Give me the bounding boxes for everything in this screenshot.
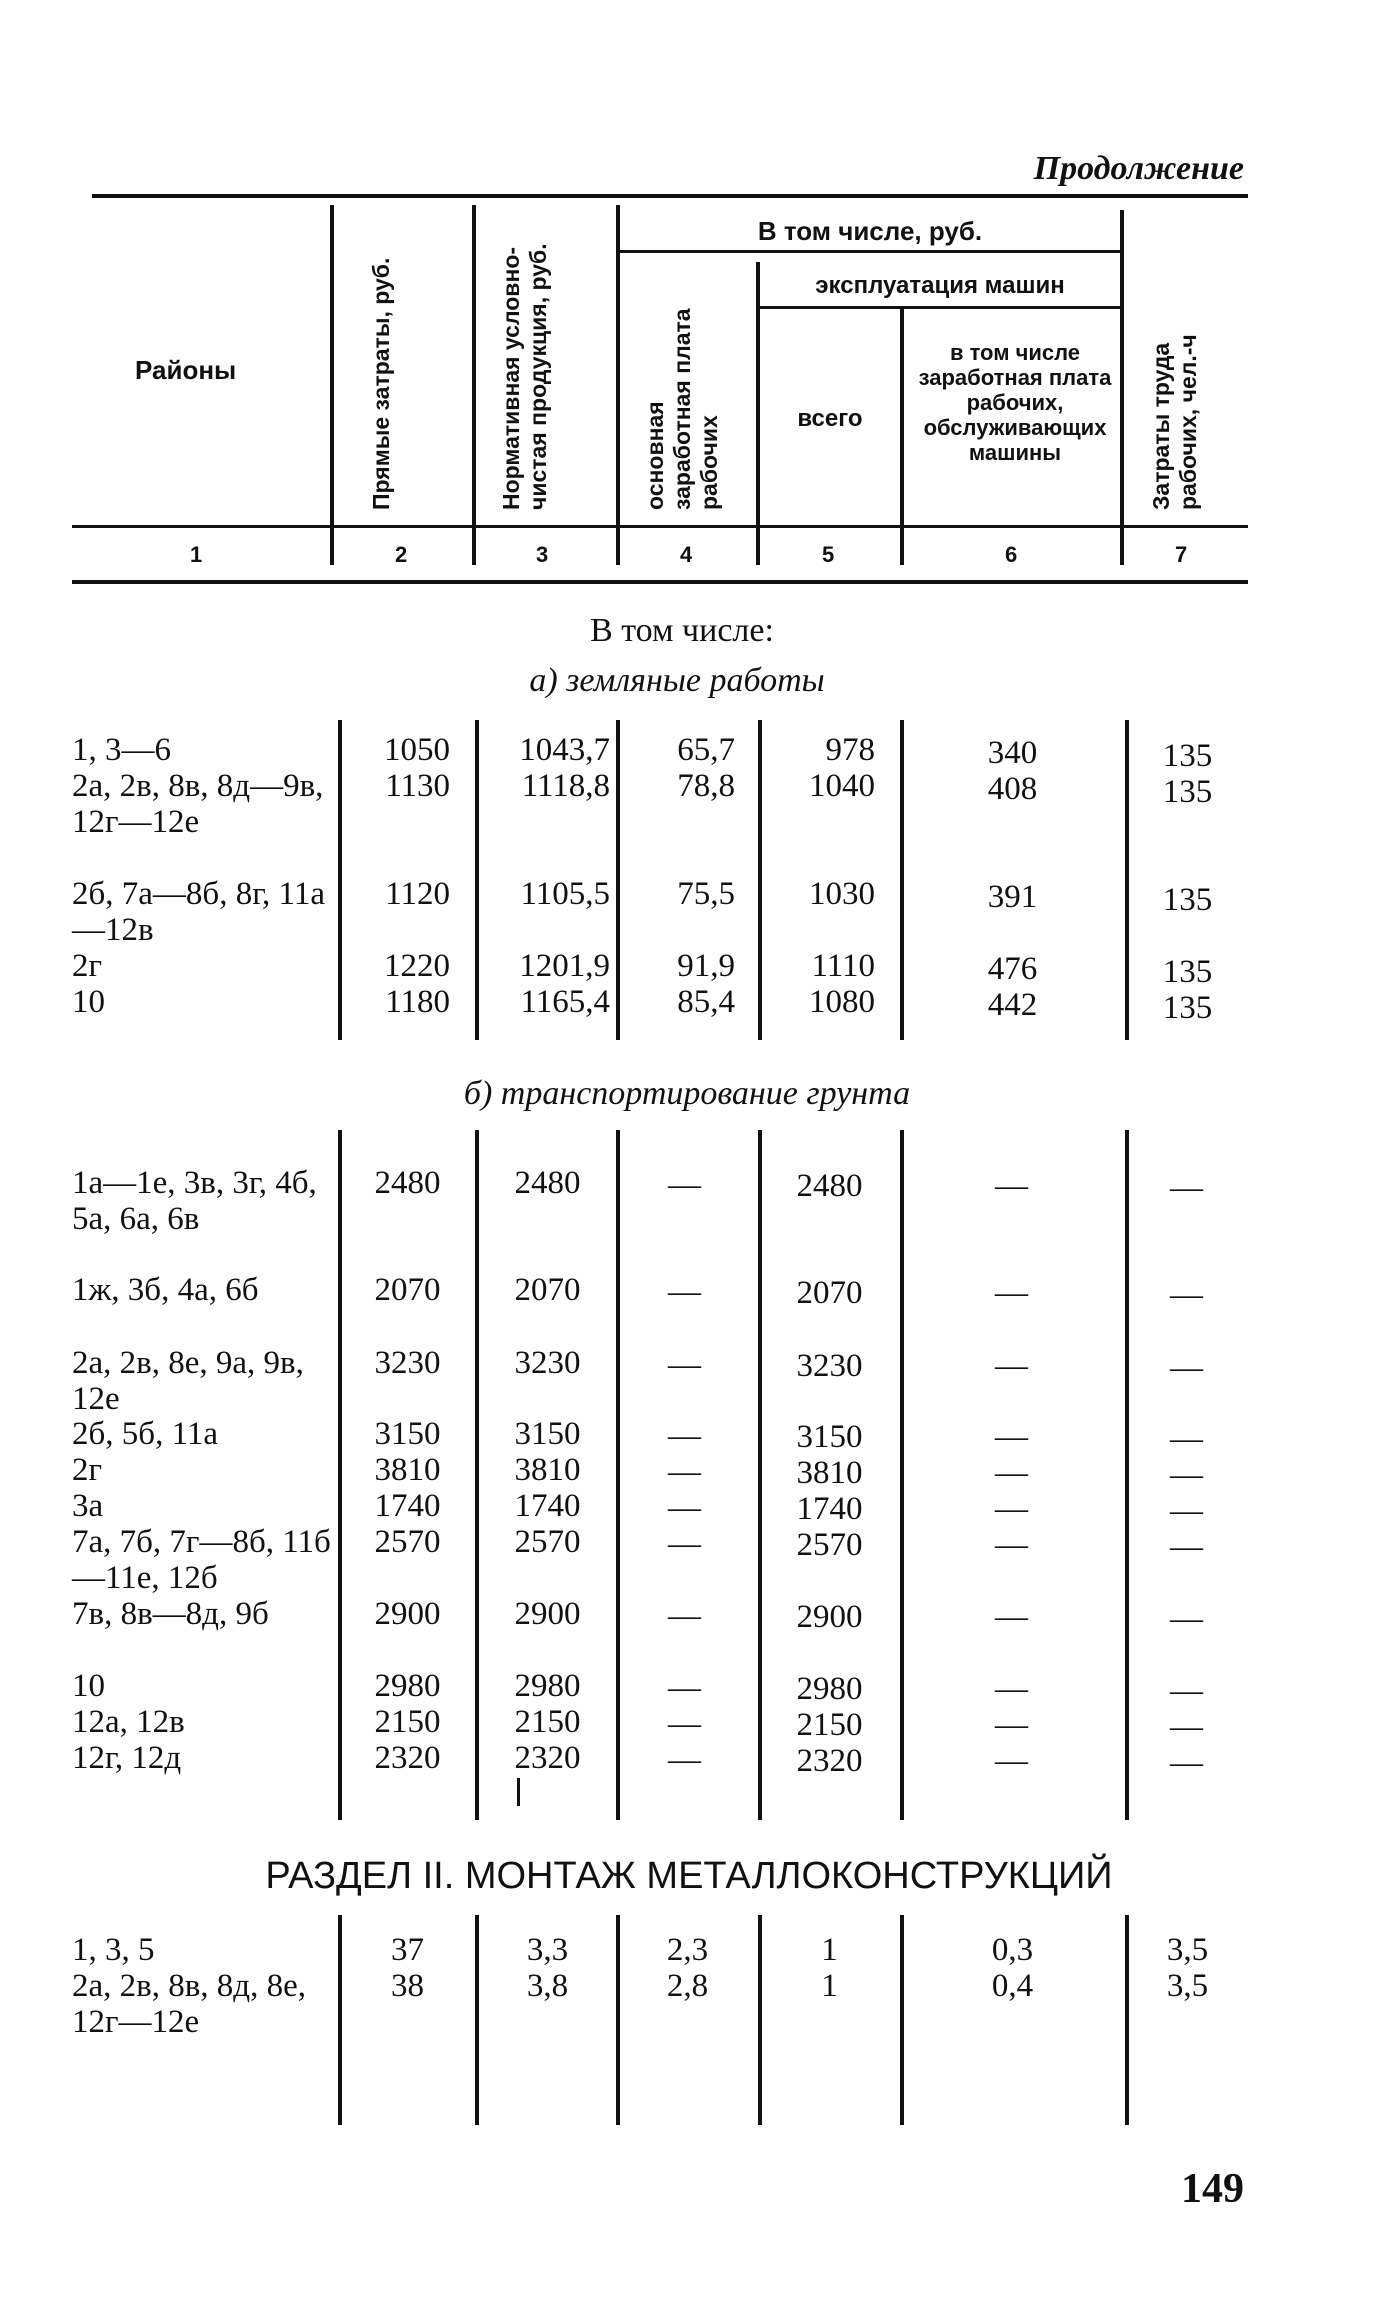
region-cell: 2г xyxy=(72,1452,103,1488)
vline-a2 xyxy=(475,720,479,1040)
direct-costs-cell: 38 xyxy=(391,1968,424,2004)
header-regions: Районы xyxy=(135,355,237,385)
net-output-cell: 2150 xyxy=(514,1704,581,1740)
labor-dash: — xyxy=(1170,1529,1203,1565)
section-a-title: а) земляные работы xyxy=(529,662,825,699)
machine-wages-dash: — xyxy=(995,1707,1028,1743)
net-output-cell: 1118,8 xyxy=(521,768,610,804)
labor-dash: — xyxy=(1170,1709,1203,1745)
wages-dash: — xyxy=(668,1598,701,1634)
net-output-cell: 3,3 xyxy=(526,1932,569,1968)
wages-dash: — xyxy=(668,1418,701,1454)
vline-b6 xyxy=(1125,1130,1129,1820)
net-output-cell: 3230 xyxy=(514,1345,581,1381)
labor-dash: — xyxy=(1170,1601,1203,1637)
header-total: всего xyxy=(797,405,863,432)
labor-cell: 135 xyxy=(1162,774,1213,810)
machine-total-cell: 2570 xyxy=(796,1527,863,1563)
vline-h3 xyxy=(616,205,620,565)
net-output-cell: 1165,4 xyxy=(520,984,610,1020)
vline-b3 xyxy=(616,1130,620,1820)
wages-dash: — xyxy=(668,1706,701,1742)
net-output-cell: 3150 xyxy=(514,1416,581,1452)
direct-costs-cell: 1050 xyxy=(384,732,450,768)
machine-wages-cell: 442 xyxy=(987,987,1038,1023)
direct-costs-cell: 2900 xyxy=(374,1596,441,1632)
wages-dash: — xyxy=(668,1347,701,1383)
net-output-cell: 3810 xyxy=(514,1452,581,1488)
direct-costs-cell: 2980 xyxy=(374,1668,441,1704)
region-cell: 2а, 2в, 8е, 9а, 9в, 12е xyxy=(72,1345,304,1417)
machine-wages-cell: 340 xyxy=(987,735,1038,771)
machine-total-cell: 1040 xyxy=(809,768,875,804)
machine-total-cell: 2320 xyxy=(796,1743,863,1779)
section-2-title: РАЗДЕЛ II. МОНТАЖ МЕТАЛЛОКОНСТРУКЦИЙ xyxy=(265,1855,1113,1897)
net-output-cell: 2570 xyxy=(514,1524,581,1560)
machine-total-cell: 2900 xyxy=(796,1599,863,1635)
header-bottom-rule xyxy=(72,580,1248,584)
section-b-title: б) транспортирование грунта xyxy=(463,1075,911,1112)
machine-total-cell: 978 xyxy=(825,732,875,768)
vline-a3 xyxy=(616,720,620,1040)
vline-c5 xyxy=(900,1915,904,2125)
machine-total-cell: 1110 xyxy=(811,948,875,984)
wages-cell: 85,4 xyxy=(677,984,735,1020)
machine-total-cell: 3150 xyxy=(796,1419,863,1455)
stray-mark xyxy=(517,1778,520,1806)
vline-h6 xyxy=(1120,210,1124,565)
machine-total-cell: 2980 xyxy=(796,1671,863,1707)
direct-costs-cell: 2150 xyxy=(374,1704,441,1740)
net-output-cell: 1740 xyxy=(514,1488,581,1524)
machine-total-cell: 3230 xyxy=(796,1348,863,1384)
machine-total-cell: 2480 xyxy=(796,1168,863,1204)
labor-cell: 135 xyxy=(1162,882,1213,918)
vline-h2 xyxy=(472,205,476,565)
net-output-cell: 2980 xyxy=(514,1668,581,1704)
direct-costs-cell: 3150 xyxy=(374,1416,441,1452)
header-machine-wages: в том числе заработная плата рабочих, обслуживающих машины xyxy=(918,340,1112,465)
region-cell: 2а, 2в, 8в, 8д—9в, 12г—12е xyxy=(72,768,324,840)
net-output-cell: 2900 xyxy=(514,1596,581,1632)
machine-wages-cell: 0,4 xyxy=(991,1968,1034,2004)
wages-dash: — xyxy=(668,1167,701,1203)
machine-total-cell: 1080 xyxy=(809,984,875,1020)
region-cell: 1а—1е, 3в, 3г, 4б, 5а, 6а, 6в xyxy=(72,1165,317,1237)
machine-wages-dash: — xyxy=(995,1491,1028,1527)
machine-wages-dash: — xyxy=(995,1599,1028,1635)
region-cell: 10 xyxy=(72,1668,105,1704)
col-num-1: 1 xyxy=(190,542,203,567)
region-cell: 7в, 8в—8д, 9б xyxy=(72,1596,269,1632)
wages-cell: 75,5 xyxy=(677,876,735,912)
direct-costs-cell: 37 xyxy=(391,1932,424,1968)
vline-a6 xyxy=(1125,720,1129,1040)
page-number: 149 xyxy=(1181,2166,1244,2212)
wages-cell: 91,9 xyxy=(677,948,735,984)
direct-costs-cell: 2070 xyxy=(374,1272,441,1308)
machine-wages-dash: — xyxy=(995,1527,1028,1563)
machine-total-cell: 1030 xyxy=(809,876,875,912)
region-cell: 2б, 7а—8б, 8г, 11а—12в xyxy=(72,876,325,948)
vline-h1 xyxy=(330,205,334,565)
header-labor: Затраты труда рабочих, чел.-ч xyxy=(1148,334,1201,510)
direct-costs-cell: 2570 xyxy=(374,1524,441,1560)
wages-cell: 78,8 xyxy=(677,768,735,804)
wages-dash: — xyxy=(668,1526,701,1562)
net-output-cell: 2480 xyxy=(514,1165,581,1201)
machine-total-cell: 2070 xyxy=(796,1275,863,1311)
region-cell: 10 xyxy=(72,984,105,1020)
machine-wages-cell: 0,3 xyxy=(991,1932,1034,1968)
machine-wages-cell: 391 xyxy=(987,879,1038,915)
machine-total-cell: 1740 xyxy=(796,1491,863,1527)
net-output-cell: 2320 xyxy=(514,1740,581,1776)
header-group-expl: эксплуатация машин xyxy=(815,272,1065,299)
net-output-cell: 3,8 xyxy=(526,1968,569,2004)
machine-wages-cell: 408 xyxy=(987,771,1038,807)
labor-cell: 135 xyxy=(1162,990,1213,1026)
net-output-cell: 1043,7 xyxy=(519,732,610,768)
direct-costs-cell: 2320 xyxy=(374,1740,441,1776)
region-cell: 2а, 2в, 8в, 8д, 8е, 12г—12е xyxy=(72,1968,306,2040)
wages-dash: — xyxy=(668,1454,701,1490)
machine-wages-dash: — xyxy=(995,1168,1028,1204)
labor-cell: 135 xyxy=(1162,954,1213,990)
direct-costs-cell: 1740 xyxy=(374,1488,441,1524)
labor-dash: — xyxy=(1170,1745,1203,1781)
wages-dash: — xyxy=(668,1490,701,1526)
machine-wages-cell: 476 xyxy=(987,951,1038,987)
region-cell: 7а, 7б, 7г—8б, 11б—11е, 12б xyxy=(72,1524,331,1596)
wages-dash: — xyxy=(668,1742,701,1778)
continuation-label: Продолжение xyxy=(1033,150,1244,187)
region-cell: 1, 3—6 xyxy=(72,732,171,768)
col-num-6: 6 xyxy=(1005,542,1018,567)
machine-total-cell: 1 xyxy=(821,1932,838,1968)
direct-costs-cell: 1130 xyxy=(385,768,450,804)
labor-dash: — xyxy=(1170,1457,1203,1493)
header-wages: основная заработная плата рабочих xyxy=(642,308,722,510)
col-num-4: 4 xyxy=(680,542,693,567)
col-num-5: 5 xyxy=(822,542,835,567)
header-group-vtom: В том числе, руб. xyxy=(757,216,983,246)
region-cell: 12г, 12д xyxy=(72,1740,182,1776)
vline-a5 xyxy=(900,720,904,1040)
direct-costs-cell: 1180 xyxy=(385,984,450,1020)
wages-cell: 2,3 xyxy=(666,1932,709,1968)
labor-dash: — xyxy=(1170,1277,1203,1313)
labor-cell: 135 xyxy=(1162,738,1213,774)
labor-cell: 3,5 xyxy=(1166,1932,1209,1968)
net-output-cell: 1105,5 xyxy=(520,876,610,912)
wages-dash: — xyxy=(668,1670,701,1706)
vline-c2 xyxy=(475,1915,479,2125)
top-rule xyxy=(92,194,1248,198)
vline-c6 xyxy=(1125,1915,1129,2125)
col-num-7: 7 xyxy=(1175,542,1188,567)
group-rule-2 xyxy=(760,306,1120,309)
wages-cell: 65,7 xyxy=(677,732,735,768)
vline-a4 xyxy=(758,720,762,1040)
section-intro: В том числе: xyxy=(590,612,774,649)
region-cell: 3а xyxy=(72,1488,104,1524)
net-output-cell: 1201,9 xyxy=(519,948,610,984)
machine-total-cell: 2150 xyxy=(796,1707,863,1743)
labor-dash: — xyxy=(1170,1493,1203,1529)
vline-b2 xyxy=(475,1130,479,1820)
header-net-output: Нормативная условно-чистая продукция, руб. xyxy=(498,243,551,510)
region-cell: 2г xyxy=(72,948,103,984)
machine-wages-dash: — xyxy=(995,1455,1028,1491)
region-cell: 2б, 5б, 11а xyxy=(72,1416,219,1452)
direct-costs-cell: 3230 xyxy=(374,1345,441,1381)
direct-costs-cell: 1220 xyxy=(384,948,450,984)
labor-dash: — xyxy=(1170,1350,1203,1386)
vline-b5 xyxy=(900,1130,904,1820)
header-mid-rule xyxy=(72,525,1248,528)
region-cell: 1, 3, 5 xyxy=(72,1932,155,1968)
col-num-3: 3 xyxy=(536,542,549,567)
machine-wages-dash: — xyxy=(995,1348,1028,1384)
net-output-cell: 2070 xyxy=(514,1272,581,1308)
labor-dash: — xyxy=(1170,1421,1203,1457)
machine-wages-dash: — xyxy=(995,1419,1028,1455)
region-cell: 1ж, 3б, 4а, 6б xyxy=(72,1272,259,1308)
direct-costs-cell: 1120 xyxy=(385,876,450,912)
direct-costs-cell: 3810 xyxy=(374,1452,441,1488)
machine-wages-dash: — xyxy=(995,1671,1028,1707)
region-cell: 12а, 12в xyxy=(72,1704,185,1740)
direct-costs-cell: 2480 xyxy=(374,1165,441,1201)
machine-wages-dash: — xyxy=(995,1743,1028,1779)
machine-total-cell: 1 xyxy=(821,1968,838,2004)
wages-cell: 2,8 xyxy=(666,1968,709,2004)
group-rule-1 xyxy=(620,250,1120,253)
machine-total-cell: 3810 xyxy=(796,1455,863,1491)
labor-dash: — xyxy=(1170,1673,1203,1709)
header-direct-costs: Прямые затраты, руб. xyxy=(368,257,394,510)
labor-cell: 3,5 xyxy=(1166,1968,1209,2004)
col-num-2: 2 xyxy=(395,542,408,567)
labor-dash: — xyxy=(1170,1170,1203,1206)
machine-wages-dash: — xyxy=(995,1275,1028,1311)
wages-dash: — xyxy=(668,1274,701,1310)
